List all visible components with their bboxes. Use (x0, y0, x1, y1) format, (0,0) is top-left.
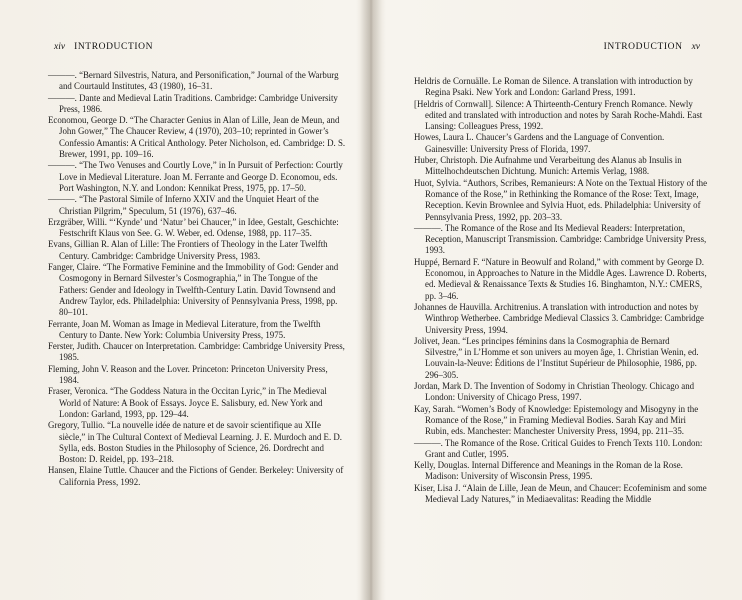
bibliography-entry: Heldris de Cornuälle. Le Roman de Silence. A translation with introduction by Regina Psaki. New York and London: Garland Press, 1991. (414, 76, 693, 98)
right-page (372, 0, 742, 600)
bibliography-entry: Kelly, Douglas. Internal Difference and Meanings in the Roman de la Rose. Madison: University of Wisconsin Press, 1995. (414, 460, 683, 482)
bibliography-entry: Economou, George D. “The Character Genius in Alan of Lille, Jean de Meun, and John Gower,” The Chaucer Review, 4 (1970), 203–10; reprinted in Gower’s Confessio Amantis: A Critical Anthology. Peter Nicholson, ed. Cambridge: D. S. Brewer, 1991, pp. 109–16. (48, 115, 346, 160)
bibliography-entry: Huot, Sylvia. “Authors, Scribes, Remanieurs: A Note on the Textual History of the Romance of the Rose,” in Rethinking the Romance of the Rose: Text, Image, Reception. Kevin Brownlee and Sylvia Huot, eds. Philadelphia: University of Pennsylvania Press, 1992, pp. 203–33. (414, 177, 708, 222)
left-page (0, 0, 370, 600)
bibliography-entry: Kay, Sarah. “Women’s Body of Knowledge: Epistemology and Misogyny in the Romance of the Rose,” in Framing Medieval Bodies. Sarah Kay and Miri Rubin, eds. Manchester: Manchester University Press, 1994, pp. 211–35. (414, 403, 699, 437)
left-running-title: INTRODUCTION (74, 42, 154, 52)
bibliography-entry: ———. “The Pastoral Simile of Inferno XXIV and the Unquiet Heart of the Christian Pilgrim,” Speculum, 51 (1976), 637–46. (48, 194, 319, 216)
bibliography-entry: ———. “Bernard Silvestris, Natura, and Personification,” Journal of the Warburg and Courtauld Institutes, 43 (1980), 16–31. (48, 70, 339, 92)
bibliography-entry: Evans, Gillian R. Alan of Lille: The Frontiers of Theology in the Later Twelfth Century. Cambridge: Cambridge University Press, 1983. (48, 239, 328, 261)
bibliography-entry: Huppé, Bernard F. “Nature in Beowulf and Roland,” with comment by George D. Economou, in Approaches to Nature in the Middle Ages. Lawrence D. Roberts, ed. Medieval & Renaissance Texts & Studies 16. Binghamton, N.Y.: CMERS, pp. 3–46. (414, 256, 707, 301)
bibliography-entry: Ferster, Judith. Chaucer on Interpretation. Cambridge: Cambridge University Press, 1985. (48, 341, 345, 363)
bibliography-entry: Fanger, Claire. “The Formative Feminine and the Immobility of God: Gender and Cosmogony in Bernard Silvester’s Cosmographia,” in The Tongue of the Fathers: Gender and Ideology in Twelfth-Century Latin. David Townsend and Andrew Taylor, eds. Philadelphia: University of Pennsylvania Press, 1998, pp. 80–101. (48, 262, 339, 318)
bibliography-entry: Jordan, Mark D. The Invention of Sodomy in Christian Theology. Chicago and London: University of Chicago Press, 1997. (414, 381, 695, 403)
bibliography-entry: Fleming, John V. Reason and the Lover. Princeton: Princeton University Press, 1984. (48, 363, 328, 386)
left-bibliography (48, 70, 348, 488)
right-bibliography (414, 76, 708, 505)
bibliography-entry: Huber, Christoph. Die Aufnahme und Verarbeitung des Alanus ab Insulis in Mittelhochdeutschen Dichtung. Munich: Artemis Verlag, 1988. (414, 155, 682, 177)
bibliography-entry: Gregory, Tullio. “La nouvelle idée de nature et de savoir scientifique au XIIe siècle,” in The Cultural Context of Medieval Learning. J. E. Murdoch and E. D. Sylla, eds. Boston Studies in the Philosophy of Science, 26. Dordrecht and Boston: D. Reidel, pp. 193–218. (48, 420, 343, 465)
bibliography-entry: ———. The Romance of the Rose. Critical Guides to French Texts 110. London: Grant and Cutler, 1995. (414, 437, 703, 459)
bibliography-entry: Ferrante, Joan M. Woman as Image in Medieval Literature, from the Twelfth Century to Dante. New York: Columbia University Press, 1975. (48, 318, 321, 340)
bibliography-entry: Fraser, Veronica. “The Goddess Natura in the Occitan Lyric,” in The Medieval World of Nature: A Book of Essays. Joyce E. Salisbury, ed. New York and London: Garland, 1993, pp. 129–44. (48, 386, 327, 419)
bibliography-entry: ———. “The Two Venuses and Courtly Love,” in In Pursuit of Perfection: Courtly Love in Medieval Literature. Joan M. Ferrante and George D. Economou, eds. Port Washington, N.Y. and London: Kennikat Press, 1975, pp. 17–50. (48, 160, 343, 193)
left-folio: xiv (54, 42, 66, 52)
bibliography-entry: Howes, Laura L. Chaucer’s Gardens and the Language of Convention. Gainesville: University Press of Florida, 1997. (414, 132, 665, 154)
bibliography-entry: [Heldris of Cornwall]. Silence: A Thirteenth-Century French Romance. Newly edited and translated with introduction and notes by Sarah Roche-Mahdi. East Lansing: Colleagues Press, 1992. (414, 98, 703, 132)
bibliography-entry: Kiser, Lisa J. “Alain de Lille, Jean de Meun, and Chaucer: Ecofeminism and some Medieval Lady Natures,” in Mediaevalitas: Reading the Middle (414, 482, 707, 504)
bibliography-entry: Jolivet, Jean. “Les principes féminins dans la Cosmographia de Bernard Silvestre,” in L’Homme et son univers au moyen âge, 1. Christian Wenin, ed. Louvain-la-Neuve: Éditions de l’Institut Supérieur de Philosophie, 1986, pp. 296–305. (414, 335, 699, 380)
right-folio: xv (691, 42, 700, 52)
bibliography-entry: Erzgräber, Willi. “‘Kynde’ und ‘Natur’ bei Chaucer,” in Idee, Gestalt, Geschichte: Festschrift Klaus von See. G. W. Weber, ed. Odense, 1988, pp. 117–35. (48, 216, 339, 239)
bibliography-entry: Hansen, Elaine Tuttle. Chaucer and the Fictions of Gender. Berkeley: University of California Press, 1992. (48, 465, 344, 487)
right-running-head (604, 42, 706, 52)
bibliography-entry: Johannes de Hauvilla. Architrenius. A translation with introduction and notes by Winthrop Wetherbee. Cambridge Medieval Classics 3. Cambridge: Cambridge University Press, 1994. (414, 301, 704, 335)
bibliography-entry: ———. The Romance of the Rose and Its Medieval Readers: Interpretation, Reception, Manuscript Transmission. Cambridge: Cambridge University Press, 1993. (414, 222, 707, 256)
left-running-head (48, 42, 153, 52)
bibliography-entry: ———. Dante and Medieval Latin Traditions. Cambridge: Cambridge University Press, 1986. (48, 92, 338, 114)
right-running-title: INTRODUCTION (603, 42, 683, 52)
